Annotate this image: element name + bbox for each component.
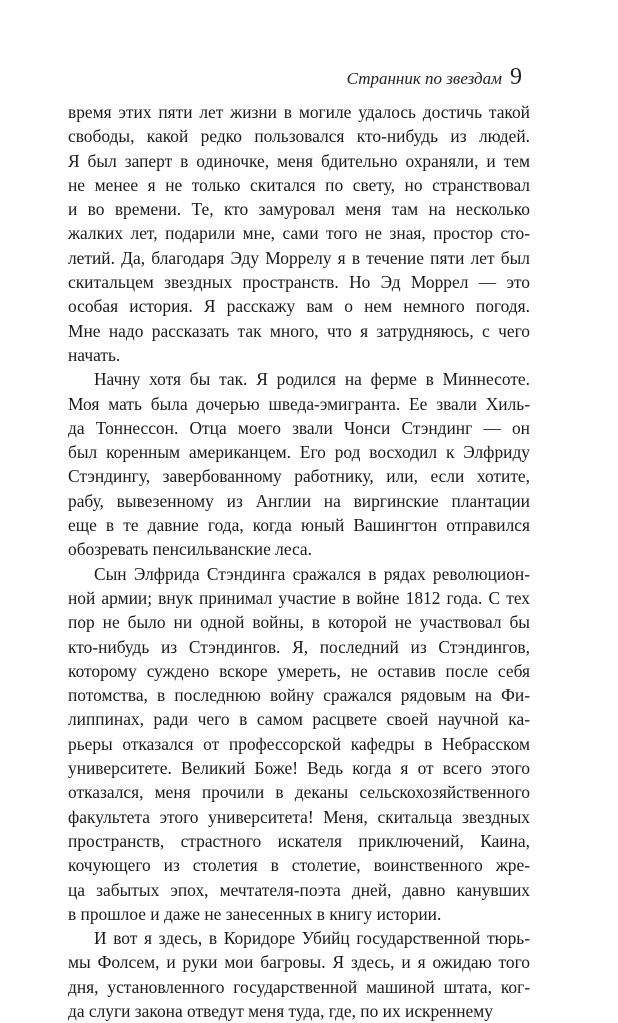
text-line: И вот я здесь, в Коридоре Убийц государственной тюрь- — [94, 928, 530, 949]
text-line: университете. Великий Боже! Ведь когда я от всего этого — [68, 758, 530, 779]
text-line: время этих пяти лет жизни в могиле удалось достичь такой — [68, 102, 530, 122]
text-line: в прошлое и даже не занесенных в книгу истории. — [68, 903, 442, 924]
text-line: свободы, какой редко пользовался кто-нибудь из людей. — [68, 126, 530, 147]
text-line: Мне надо рассказать так много, что я затрудняюсь, с чего — [68, 320, 530, 341]
text-line: Сын Элфрида Стэндинга сражался в рядах революцион- — [94, 563, 530, 584]
text-line: обозревать пенсильванские леса. — [68, 539, 312, 560]
text-line: пор не было ни одной войны, в которой не участвовал бы — [68, 612, 530, 633]
text-line: Стэндингу, завербованному работнику, или, если хотите, — [68, 466, 530, 487]
text-line: кто-нибудь из Стэндингов. Я, последний из Стэндингов, — [68, 636, 530, 657]
text-line: рабу, вывезенному из Англии на виргинские плантации — [68, 490, 530, 511]
paragraph — [68, 926, 530, 1023]
text-line: был коренным американцем. Его род восходил к Элфриду — [68, 442, 530, 463]
text-line: потомства, в последнюю войну сражался рядовым на Фи- — [68, 685, 530, 706]
text-line: которому суждено вскоре умереть, не оставив после себя — [68, 660, 530, 681]
text-line: Начну хотя бы так. Я родился на ферме в Миннесоте. — [94, 369, 530, 390]
text-line: особая история. Я расскажу вам о нем немного погодя. — [68, 296, 530, 317]
text-line: начать. — [68, 344, 121, 365]
page-number: 9 — [510, 64, 522, 90]
text-line: летий. Да, благодаря Эду Моррелу я в течение пяти лет был — [68, 247, 530, 268]
text-line: рьеры отказался от профессорской кафедры в Небрасском — [68, 733, 530, 754]
text-line: жалких лет, подарили мне, сами того не зная, простор сто- — [68, 223, 530, 244]
text-line: факультета этого университета! Меня, скитальца звездных — [68, 806, 530, 827]
text-line: мы Фолсем, и руки мои багровы. Я здесь, и я ожидаю того — [68, 952, 530, 973]
body-text — [68, 100, 530, 1023]
running-title: Странник по звездам — [346, 69, 502, 88]
text-line: отказался, меня прочили в деканы сельскохозяйственного — [68, 782, 530, 803]
paragraph — [68, 562, 530, 926]
page-header — [347, 64, 522, 91]
text-line: не менее я не только скитался по свету, но странствовал — [68, 174, 530, 195]
text-line: пространств, страстного искателя приключений, Каина, — [68, 830, 530, 851]
paragraph — [68, 367, 530, 561]
text-line: да Тоннессон. Отца моего звали Чонси Стэндинг — он — [68, 417, 530, 438]
text-line: да слуги закона отведут меня туда, где, по их искреннему — [68, 1000, 493, 1021]
text-line: Я был заперт в одиночке, меня бдительно охраняли, и тем — [68, 150, 530, 171]
text-line: дня, установленного государственной машиной штата, ког- — [68, 976, 530, 997]
text-line: Моя мать была дочерью шведа-эмигранта. Ее звали Хиль- — [68, 393, 530, 414]
text-line: ца забытых эпох, мечтателя-поэта дней, давно канувших — [68, 879, 530, 900]
text-line: и во времени. Те, кто замуровал меня там на несколько — [68, 199, 530, 220]
text-line: скитальцем звездных пространств. Но Эд Моррел — это — [68, 272, 530, 293]
text-line: еще в те давние года, когда юный Вашингтон отправился — [68, 515, 530, 536]
text-line: липпинах, ради чего в самом расцвете своей научной ка- — [68, 709, 530, 730]
text-line: ной армии; внук принимал участие в войне 1812 года. С тех — [68, 587, 530, 608]
paragraph — [68, 100, 530, 367]
text-line: кочующего из столетия в столетие, воинственного жре- — [68, 855, 530, 876]
